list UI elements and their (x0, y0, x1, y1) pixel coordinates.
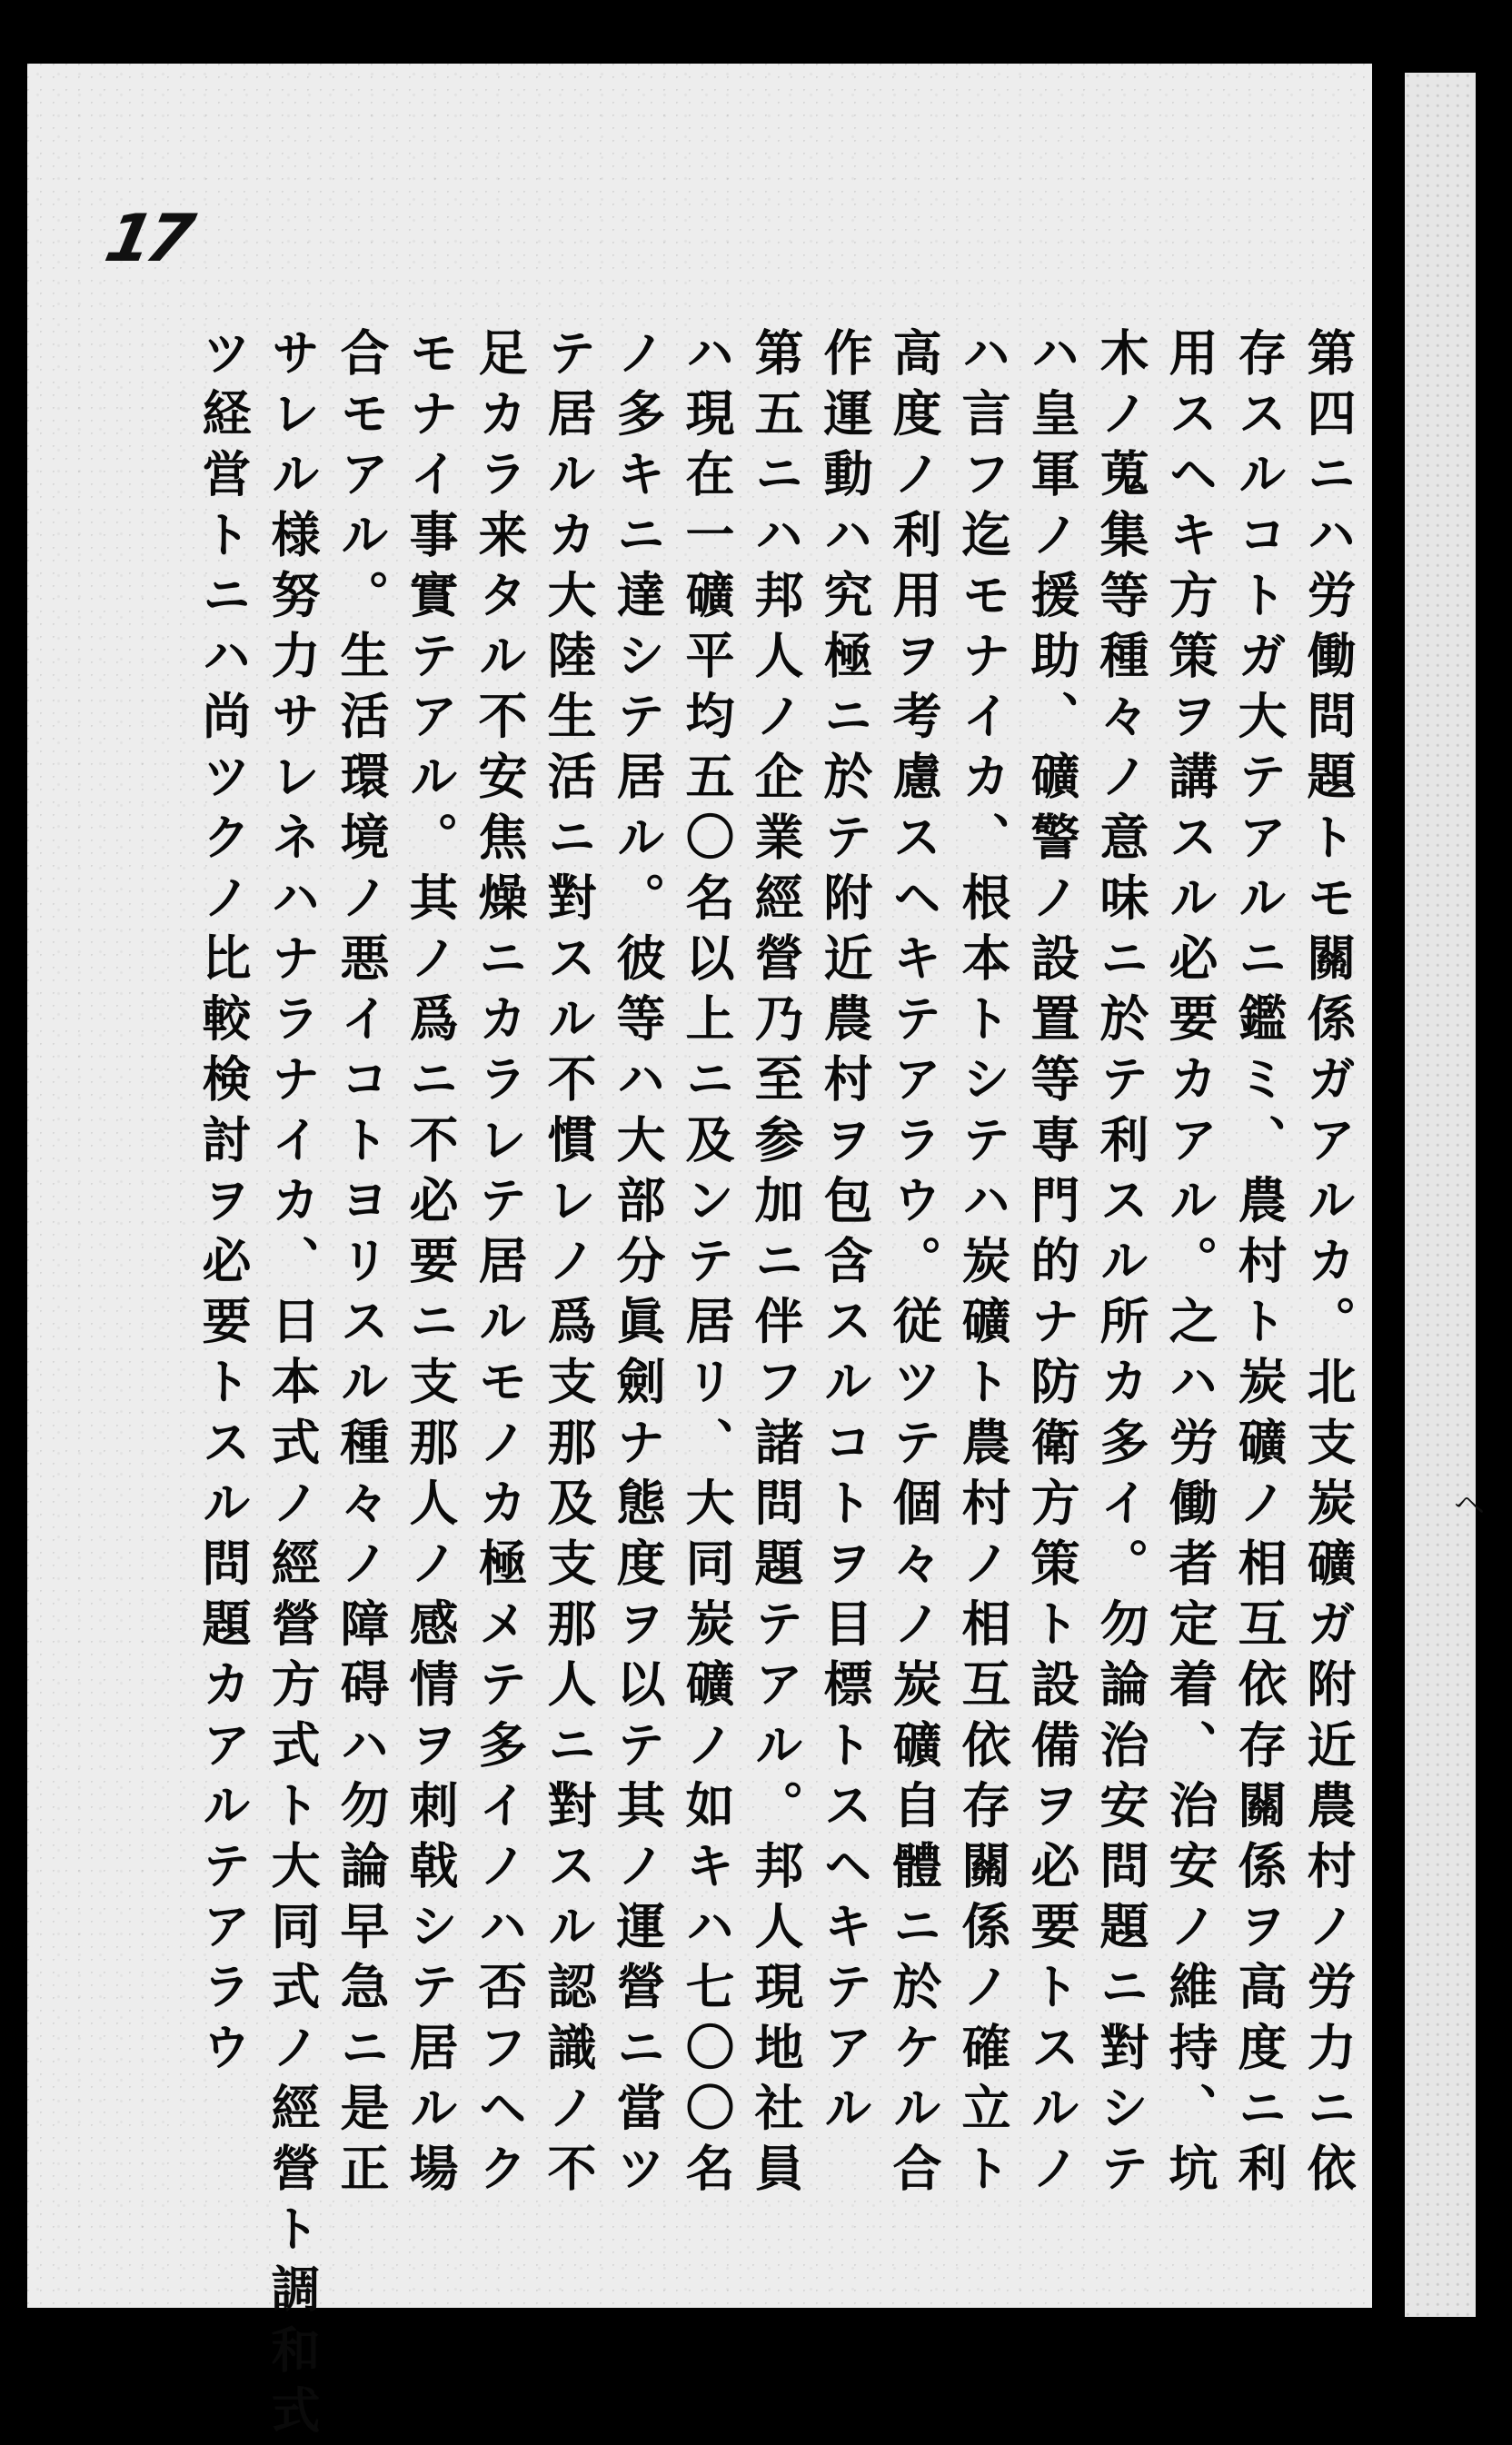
page-gutter (1374, 64, 1401, 2308)
vertical-text-body (189, 327, 1363, 2445)
adjacent-page-strip (1405, 73, 1476, 2317)
text-column: モナイ事實テアル。其ノ爲ニ不必要ニ支那人ノ感情ヲ刺戟シテ居ル場 (402, 327, 460, 2203)
text-column: ツ経営トニハ尚ツクノ比較検討ヲ必要トスル問題カアルテアラウ (194, 327, 253, 2082)
text-column: ノ多キニ達シテ居ル。彼等ハ大部分眞劍ナ態度ヲ以テ其ノ運營ニ當ツ (609, 327, 667, 2203)
adjacent-page-mark: ヘ (1454, 1487, 1485, 1524)
text-column: 第四ニハ労働問題トモ關係ガアルカ。北支炭礦ガ附近農村ノ労力ニ依 (1299, 327, 1358, 2203)
text-column: 存スルコトガ大テアルニ鑑ミ、農村ト炭礦ノ相互依存關係ヲ高度ニ利 (1230, 327, 1288, 2203)
text-column: 合モアル。生活環境ノ悪イコトヨリスル種々ノ障碍ハ勿論早急ニ是正 (333, 327, 391, 2203)
text-column: 作運動ハ究極ニ於テ附近農村ヲ包含スルコトヲ目標トスヘキテアル (816, 327, 874, 2142)
text-column: 第五ニハ邦人ノ企業經營乃至参加ニ伴フ諸問題テアル。邦人現地社員 (747, 327, 805, 2203)
page-number: 17 (99, 200, 196, 276)
text-column: 高度ノ利用ヲ考慮スヘキテアラウ。従ツテ個々ノ炭礦自體ニ於ケル合 (885, 327, 943, 2203)
text-column: 足カラ来タル不安焦燥ニカラレテ居ルモノカ極メテ多イノハ否フヘク (471, 327, 529, 2203)
text-column: ハ現在一礦平均五〇名以上ニ及ンテ居リ、大同炭礦ノ如キハ七〇〇名 (678, 327, 736, 2203)
text-column: テ居ルカ大陸生活ニ對スル不慣レノ爲支那及支那人ニ對スル認識ノ不 (540, 327, 598, 2203)
text-column: ハ皇軍ノ援助、礦警ノ設置等専門的ナ防衛方策ト設備ヲ必要トスルノ (1023, 327, 1081, 2203)
text-column: 木ノ蒐集等種々ノ意味ニ於テ利スル所カ多イ。勿論治安問題ニ對シテ (1092, 327, 1150, 2203)
text-column: ハ言フ迄モナイカ、根本トシテハ炭礦ト農村ノ相互依存關係ノ確立ト (954, 327, 1012, 2203)
text-column: サレル様努力サレネハナラナイカ、日本式ノ經營方式ト大同式ノ經營ト調和式 (264, 327, 322, 2445)
text-column: 用スヘキ方策ヲ講スル必要カアル。之ハ労働者定着、治安ノ維持、坑 (1161, 327, 1219, 2203)
